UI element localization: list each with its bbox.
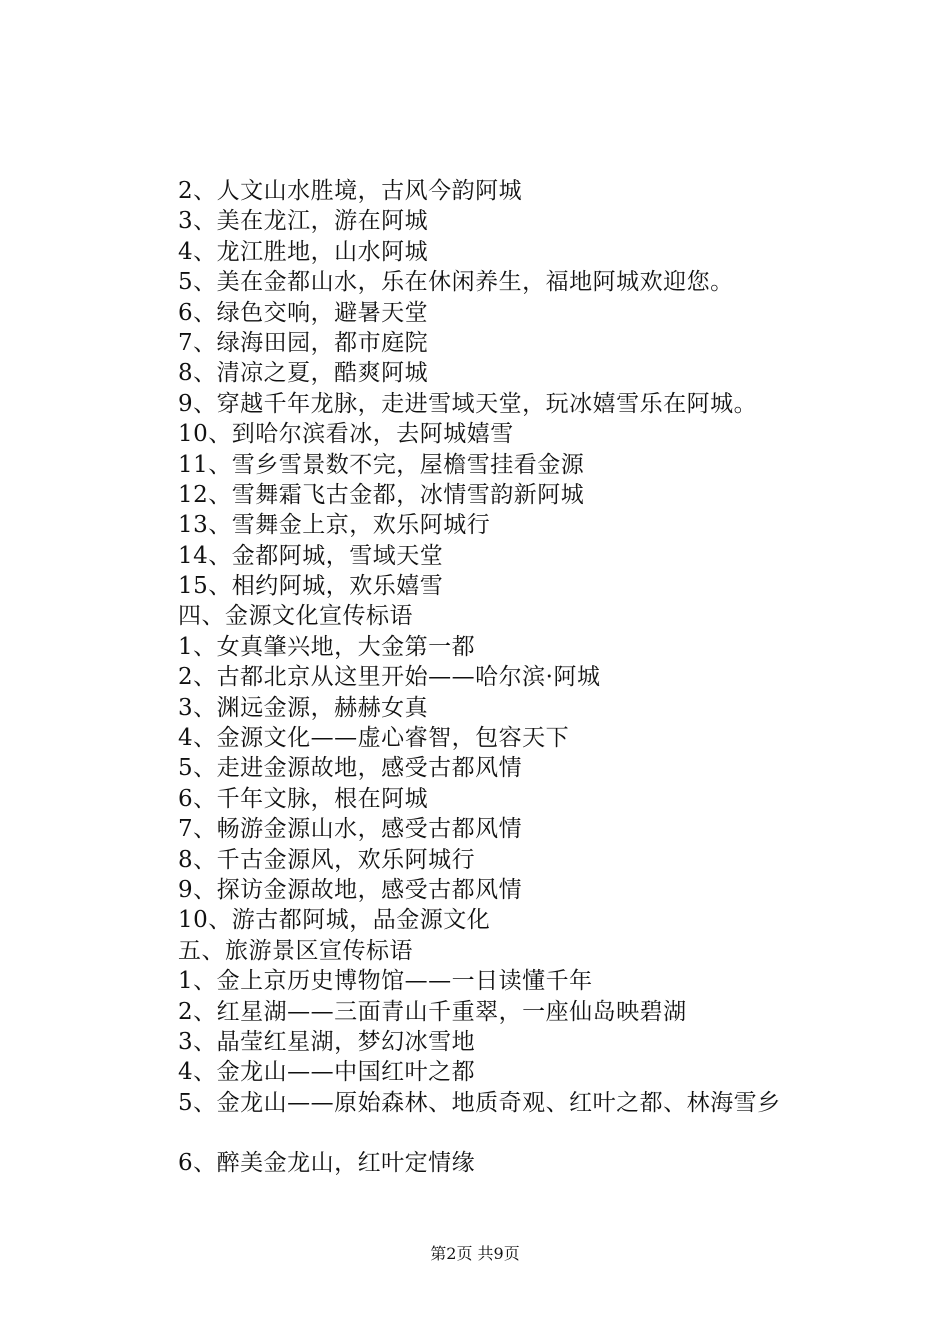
text-line: 2、古都北京从这里开始——哈尔滨·阿城	[178, 664, 601, 691]
text-line: 12、雪舞霜飞古金都，冰情雪韵新阿城	[178, 481, 585, 508]
text-line: 6、绿色交响，避暑天堂	[178, 299, 429, 326]
text-line: 9、穿越千年龙脉，走进雪域天堂，玩冰嬉雪乐在阿城。	[178, 390, 758, 417]
page-footer: 第2页 共9页	[430, 1244, 520, 1263]
slogan-list-tail	[178, 1148, 898, 1178]
text-line: 2、红星湖——三面青山千重翠，一座仙岛映碧湖	[178, 998, 687, 1025]
text-line: 8、清凉之夏，酷爽阿城	[178, 360, 429, 387]
text-line: 1、金上京历史博物馆——一日读懂千年	[178, 968, 593, 995]
slogan-list-main	[178, 176, 898, 1118]
text-line: 5、走进金源故地，感受古都风情	[178, 755, 523, 782]
text-line: 四、金源文化宣传标语	[178, 603, 413, 630]
document-body	[178, 176, 898, 1179]
text-line: 5、美在金都山水，乐在休闲养生，福地阿城欢迎您。	[178, 269, 734, 296]
text-line: 3、美在龙江，游在阿城	[178, 208, 429, 235]
text-line: 11、雪乡雪景数不完，屋檐雪挂看金源	[178, 451, 585, 478]
text-line: 6、醉美金龙山，红叶定情缘	[178, 1150, 476, 1177]
text-line: 4、龙江胜地，山水阿城	[178, 238, 429, 265]
text-line: 3、晶莹红星湖，梦幻冰雪地	[178, 1028, 476, 1055]
text-line: 4、金龙山——中国红叶之都	[178, 1059, 476, 1086]
paragraph-gap	[178, 1118, 898, 1148]
text-line: 7、绿海田园，都市庭院	[178, 329, 429, 356]
text-line: 5、金龙山——原始森林、地质奇观、红叶之都、林海雪乡	[178, 1089, 781, 1116]
text-line: 6、千年文脉，根在阿城	[178, 785, 429, 812]
text-line: 3、渊远金源，赫赫女真	[178, 694, 429, 721]
text-line: 五、旅游景区宣传标语	[178, 937, 413, 964]
text-line: 10、到哈尔滨看冰，去阿城嬉雪	[178, 421, 514, 448]
text-line: 7、畅游金源山水，感受古都风情	[178, 816, 523, 843]
text-line: 4、金源文化——虚心睿智，包容天下	[178, 725, 570, 752]
text-line: 13、雪舞金上京，欢乐阿城行	[178, 512, 491, 539]
text-line: 14、金都阿城，雪域天堂	[178, 542, 444, 569]
text-line: 15、相约阿城，欢乐嬉雪	[178, 573, 444, 600]
text-line: 2、人文山水胜境，古风今韵阿城	[178, 178, 523, 204]
text-line: 8、千古金源风，欢乐阿城行	[178, 846, 476, 873]
text-line: 1、女真肇兴地，大金第一都	[178, 633, 476, 660]
text-line: 10、游古都阿城，品金源文化	[178, 907, 491, 934]
text-line: 9、探访金源故地，感受古都风情	[178, 876, 523, 903]
